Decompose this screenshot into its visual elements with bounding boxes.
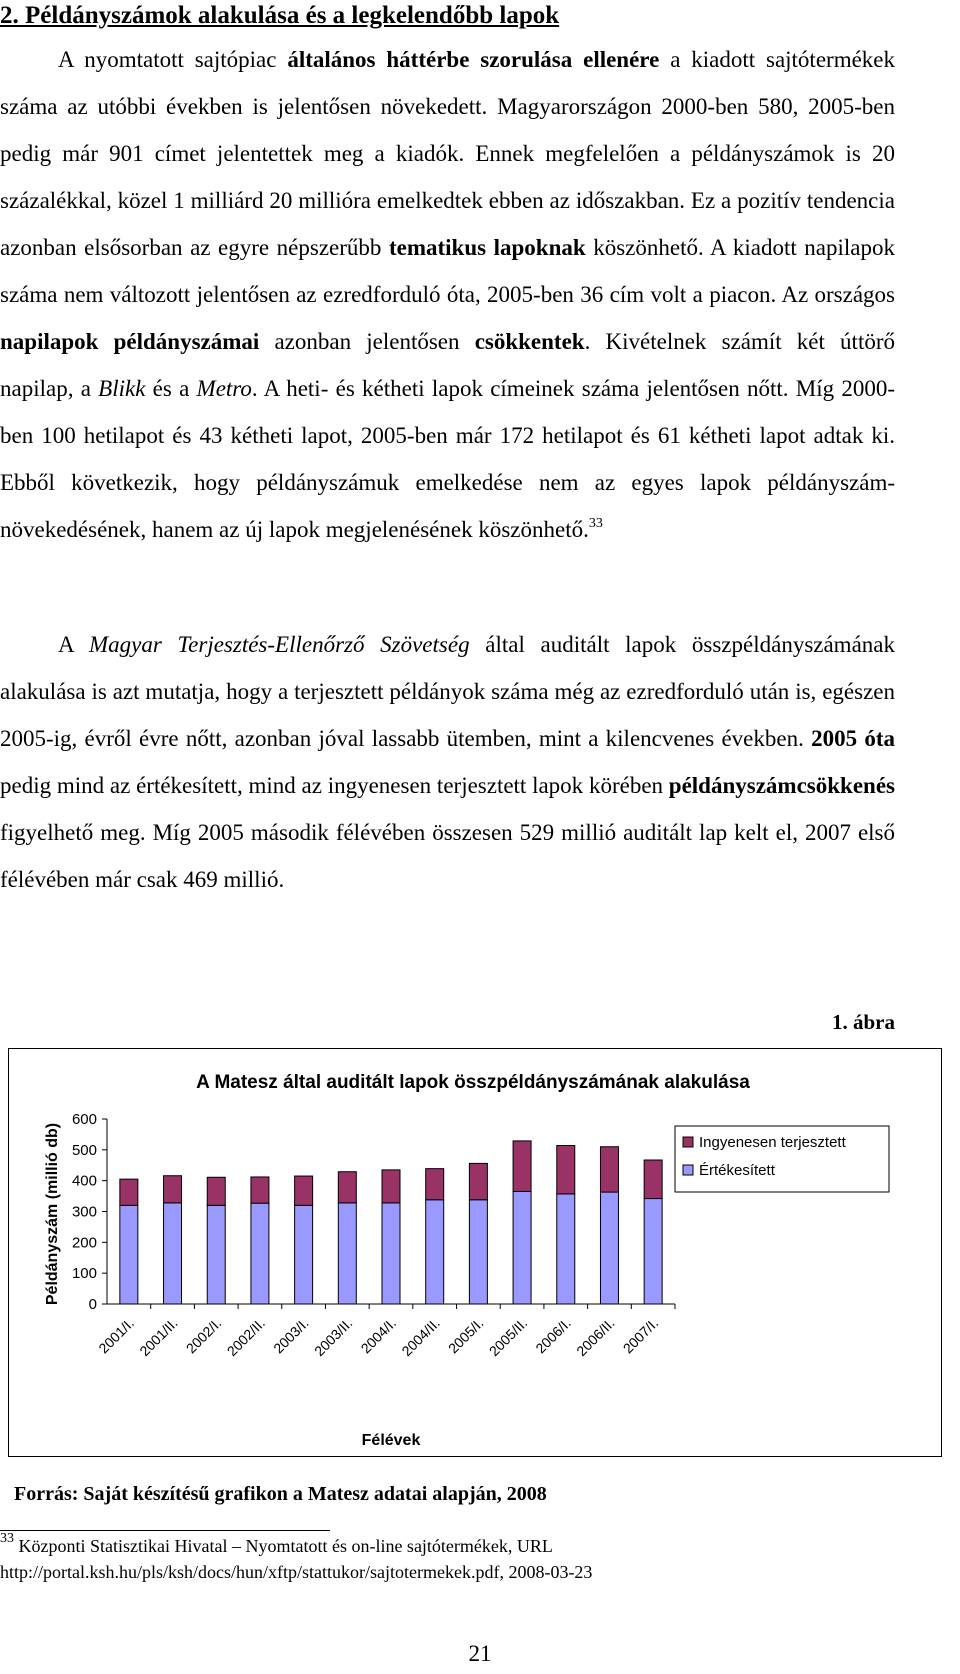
bar-segment-ingyenes [513,1141,531,1192]
footnote [0,1531,553,1557]
section-heading: 2. Példányszámok alakulása és a legkelendőbb lapok [0,2,560,29]
legend-swatch [683,1137,693,1147]
bar-segment-ingyenes [600,1147,618,1192]
y-tick-label: 300 [71,1203,97,1221]
page-number: 21 [468,1641,492,1666]
legend-label: Értékesített [699,1162,775,1179]
legend-swatch [683,1165,693,1175]
footnote-text: Központi Statisztikai Hivatal – Nyomtatott és on-line sajtótermékek, URL [18,1536,553,1556]
figure-source: Forrás: Saját készítésű grafikon a Matesz adatai alapján, 2008 [14,1483,547,1505]
bar-segment-ingyenes [338,1172,356,1203]
bar-segment-ertekesitett [644,1199,662,1304]
bar-segment-ingyenes [426,1169,444,1200]
y-tick-label: 200 [71,1234,97,1252]
bar-segment-ingyenes [469,1163,487,1199]
x-tick-label: 2003/I. [270,1314,312,1357]
x-tick-label: 2007/I. [619,1314,662,1357]
bar-segment-ertekesitett [382,1203,400,1304]
bar-segment-ingyenes [557,1146,575,1194]
x-axis-label: Félévek [361,1432,421,1449]
x-tick-label: 2006/I. [532,1314,574,1357]
plot-area [72,1111,675,1359]
figure-label: 1. ábra [832,1010,895,1034]
bar-segment-ertekesitett [251,1203,269,1304]
bar-segment-ertekesitett [426,1200,444,1304]
x-tick-label: 2002/I. [182,1314,225,1357]
paragraph-2: A Magyar Terjesztés-Ellenőrző Szövetség által auditált lapok összpéldányszámának alakulása is azt mutatja, hogy a terjesztett példányok száma még az ezredforduló után is, egészen 2005-ig, évről évre nőtt, azonban jóval lassabb ütemben, mint a kilencvenes években. 2005 óta pedig mind az értékesített, mind az ingyenesen terjesztett lapok körében példányszámcsökkenés figyelhető meg. Míg 2005 második félévében összesen 529 millió auditált lap kelt el, 2007 első félévében már csak 469 millió. [0,632,895,892]
bar-segment-ertekesitett [557,1194,575,1304]
y-tick-label: 600 [71,1111,97,1128]
x-tick-label: 2002/II. [223,1314,269,1360]
chart-frame [8,1048,942,1457]
bar-segment-ingyenes [644,1160,662,1199]
y-tick-label: 400 [71,1172,97,1190]
footnote-separator [0,1530,330,1531]
x-tick-label: 2005/I. [444,1314,487,1357]
y-tick-label: 0 [88,1296,97,1313]
bar-segment-ingyenes [207,1177,225,1205]
x-tick-label: 2001/II. [136,1314,181,1360]
legend-label: Ingyenesen terjesztett [699,1134,846,1151]
chart-legend [675,1126,889,1192]
footnote-url[interactable]: http://portal.ksh.hu/pls/ksh/docs/hun/xftp/stattukor/sajtotermekek.pdf, 2008-03-23 [0,1562,593,1582]
x-tick-label: 2005/II. [485,1314,531,1360]
bar-segment-ertekesitett [164,1203,182,1304]
bar-segment-ingyenes [120,1179,138,1205]
x-tick-label: 2003/II. [311,1314,356,1360]
footnote-ref: 33 [588,516,603,531]
bar-segment-ertekesitett [338,1203,356,1304]
bar-segment-ingyenes [295,1176,313,1205]
bar-segment-ertekesitett [120,1205,138,1304]
y-axis-label: Példányszám (millió db) [44,1122,61,1306]
y-tick-label: 100 [71,1265,97,1283]
bar-segment-ertekesitett [600,1192,618,1304]
chart-title: A Matesz által auditált lapok összpéldányszámának alakulása [196,1072,750,1093]
paragraph-1: A nyomtatott sajtópiac általános háttérbe szorulása ellenére a kiadott sajtótermékek száma az utóbbi években is jelentősen növekedett. Magyarországon 2000-ben 580, 2005-ben pedig már 901 címet jelentettek meg a kiadók. Ennek megfelelően a példányszámok is 20 százalékkal, közel 1 milliárd 20 millióra emelkedtek ebben az időszakban. Ez a pozitív tendencia azonban elsősorban az egyre népszerűbb tematikus lapoknak köszönhető. A kiadott napilapok száma nem változott jelentősen az ezredforduló óta, 2005-ben 36 cím volt a piacon. Az országos napilapok példányszámai azonban jelentősen csökkentek. Kivételnek számít két úttörő napilap, a Blikk és a Metro. A heti- és kétheti lapok címeinek száma jelentősen nőtt. Míg 2000-ben 100 hetilapot és 43 kétheti lapot, 2005-ben már 172 hetilapot és 61 kétheti lapot adtak ki. Ebből következik, hogy példányszámuk emelkedése nem az egyes lapok példányszám-növekedésének, hanem az új lapok megjelenésének köszönhető.$^{33}$ [0,47,896,542]
footnote-number: 33 [0,1531,14,1546]
bar-segment-ingyenes [382,1170,400,1203]
x-tick-label: 2004/II. [398,1314,443,1360]
bar-segment-ertekesitett [207,1205,225,1304]
y-tick-label: 500 [71,1141,97,1159]
bar-segment-ingyenes [164,1176,182,1203]
bar-segment-ertekesitett [513,1191,531,1304]
x-tick-label: 2004/I. [357,1314,400,1357]
bar-segment-ertekesitett [469,1200,487,1304]
x-tick-label: 2001/I. [95,1314,137,1357]
bar-segment-ertekesitett [295,1205,313,1304]
bar-segment-ingyenes [251,1177,269,1203]
stacked-bar-chart [9,1049,943,1458]
x-tick-label: 2006/II. [573,1314,618,1360]
